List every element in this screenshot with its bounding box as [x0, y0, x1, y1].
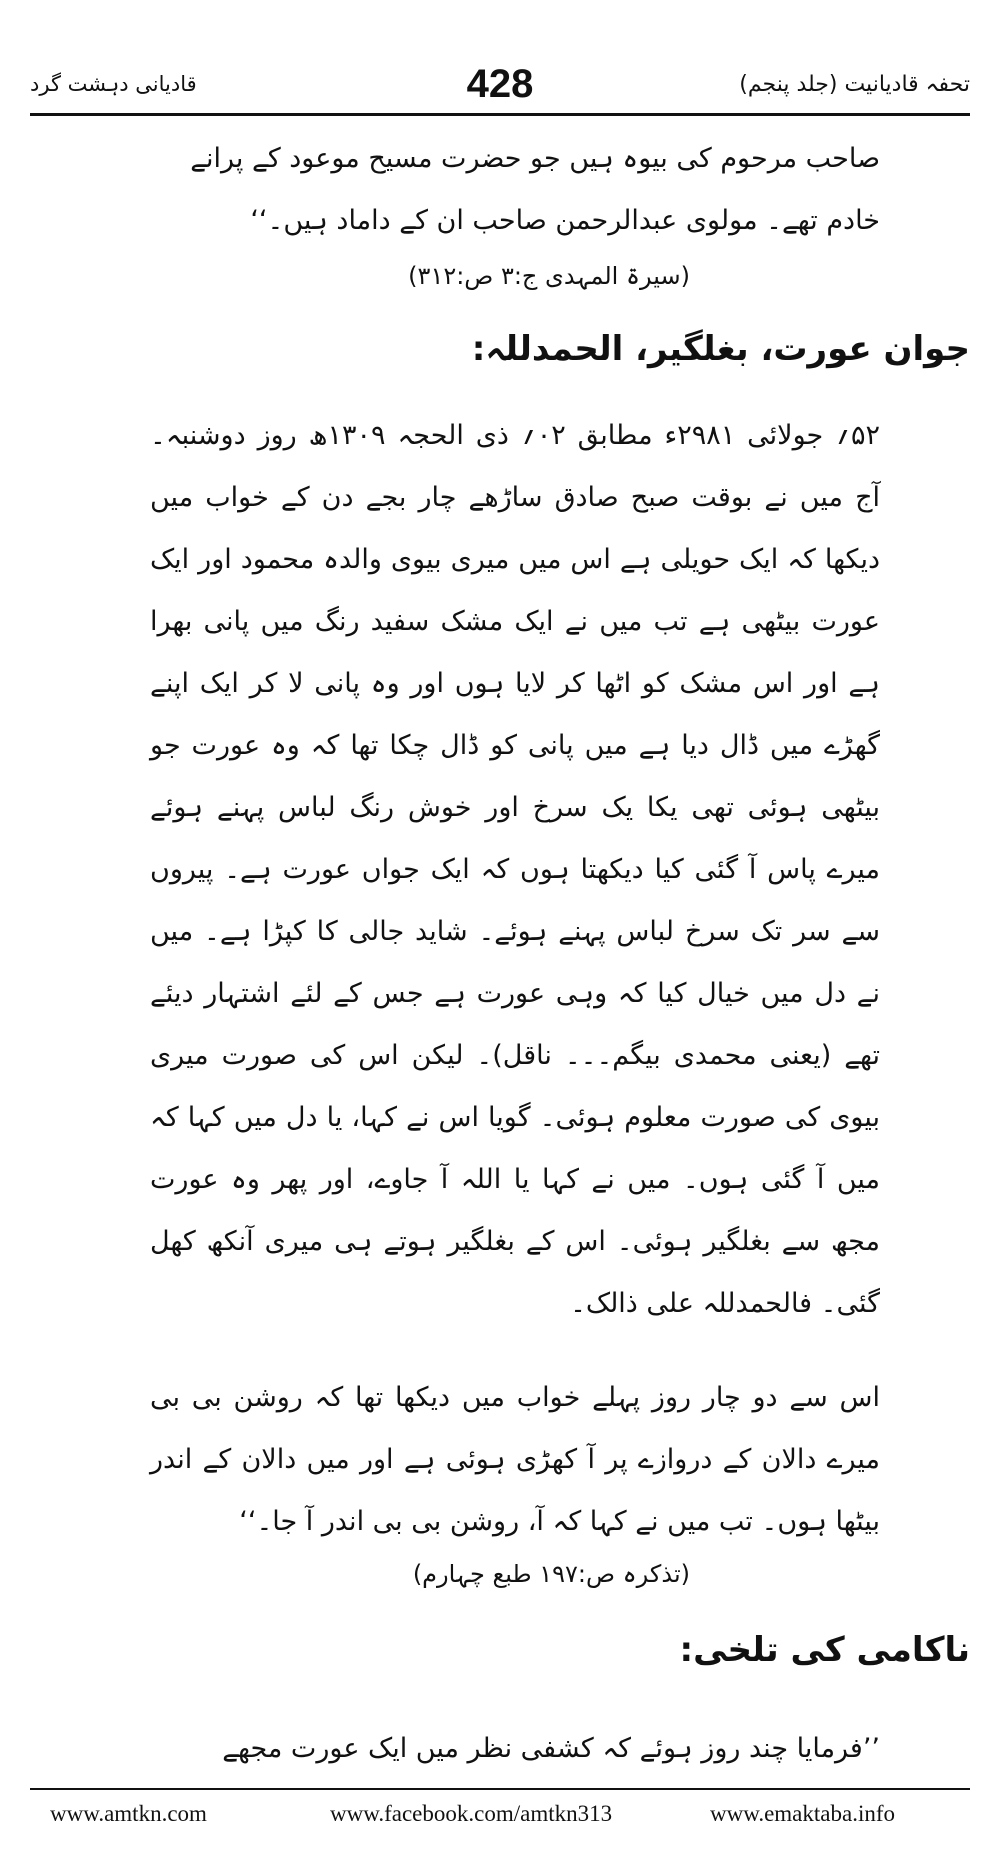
header-rule [30, 113, 970, 116]
footer-link-amtkn[interactable]: www.amtkn.com [50, 1801, 207, 1826]
page-header [30, 62, 970, 110]
heading-nakami: ناکامی کی تلخی: [679, 1630, 970, 1670]
intro-text: صاحب مرحوم کی بیوہ ہیں جو حضرت مسیح موعود کے پرانے خادم تھے۔ مولوی عبدالرحمن صاحب ان کے داماد ہیں۔‘‘ [190, 143, 880, 236]
footer-link-facebook[interactable]: www.facebook.com/amtkn313 [330, 1801, 613, 1826]
book-title: تحفہ قادیانیت (جلد پنجم) [739, 72, 970, 97]
reference-seerat: (سیرۃ المہدی ج:۳ ص:۳۱۲) [408, 262, 690, 290]
footer-link-emaktaba[interactable]: www.emaktaba.info [710, 1801, 895, 1826]
roshan-bibi-paragraph: اس سے دو چار روز پہلے خواب میں دیکھا تھا کہ روشن بی بی میرے دالان کے دروازے پر آ کھڑی ہوئی ہے اور میں دالان کے اندر بیٹھا ہوں۔ تب میں نے کہا کہ آ، روشن بی بی اندر آ جا۔‘‘ [150, 1382, 880, 1537]
reference-tazkira: (تذکرہ ص:۱۹۷ طبع چہارم) [412, 1560, 690, 1588]
closing-text: ’’فرمایا چند روز ہوئے کہ کشفی نظر میں ایک عورت مجھے [222, 1733, 880, 1764]
heading-jawan-aurat: جوان عورت، بغلگیر، الحمدللہ: [471, 329, 970, 369]
dream-paragraph: ۵۲؍ جولائی ۲۹۸۱ء مطابق ۰۲؍ ذی الحجہ ۱۳۰۹ھ روز دوشنبہ۔ آج میں نے بوقت صبح صادق ساڑھے چار بجے دن کے خواب میں دیکھا کہ ایک حویلی ہے اس میں میری بیوی والدہ محمود اور ایک عورت بیٹھی ہے تب میں نے ایک مشک سفید رنگ میں پانی بھرا ہے اور اس مشک کو اٹھا کر لایا ہوں اور وہ پانی لا کر ایک اپنے گھڑے میں ڈال دیا ہے میں پانی کو ڈال چکا تھا کہ وہ عورت جو بیٹھی ہوئی تھی یکا یک سرخ اور خوش رنگ لباس پہنے ہوئے میرے پاس آ گئی کیا دیکھتا ہوں کہ ایک جواں عورت ہے۔ پیروں سے سر تک سرخ لباس پہنے ہوئے۔ شاید جالی کا کپڑا ہے۔ میں نے دل میں خیال کیا کہ وہی عورت ہے جس کے لئے اشتہار دیئے تھے (یعنی محمدی بیگم۔۔۔ ناقل)۔ لیکن اس کی صورت میری بیوی کی صورت معلوم ہوئی۔ گویا اس نے کہا، یا دل میں کہا کہ میں آ گئی ہوں۔ میں نے کہا یا اللہ آ جاوے، اور پھر وہ عورت مجھ سے بغلگیر ہوئی۔ اس کے بغلگیر ہوتے ہی میری آنکھ کھل گئی۔ فالحمدللہ علی ذالک۔ [150, 420, 880, 1319]
page-number: 428 [466, 62, 534, 106]
section-title: قادیانی دہشت گرد [30, 72, 197, 96]
page-footer [30, 1795, 970, 1835]
footer-rule [30, 1788, 970, 1790]
